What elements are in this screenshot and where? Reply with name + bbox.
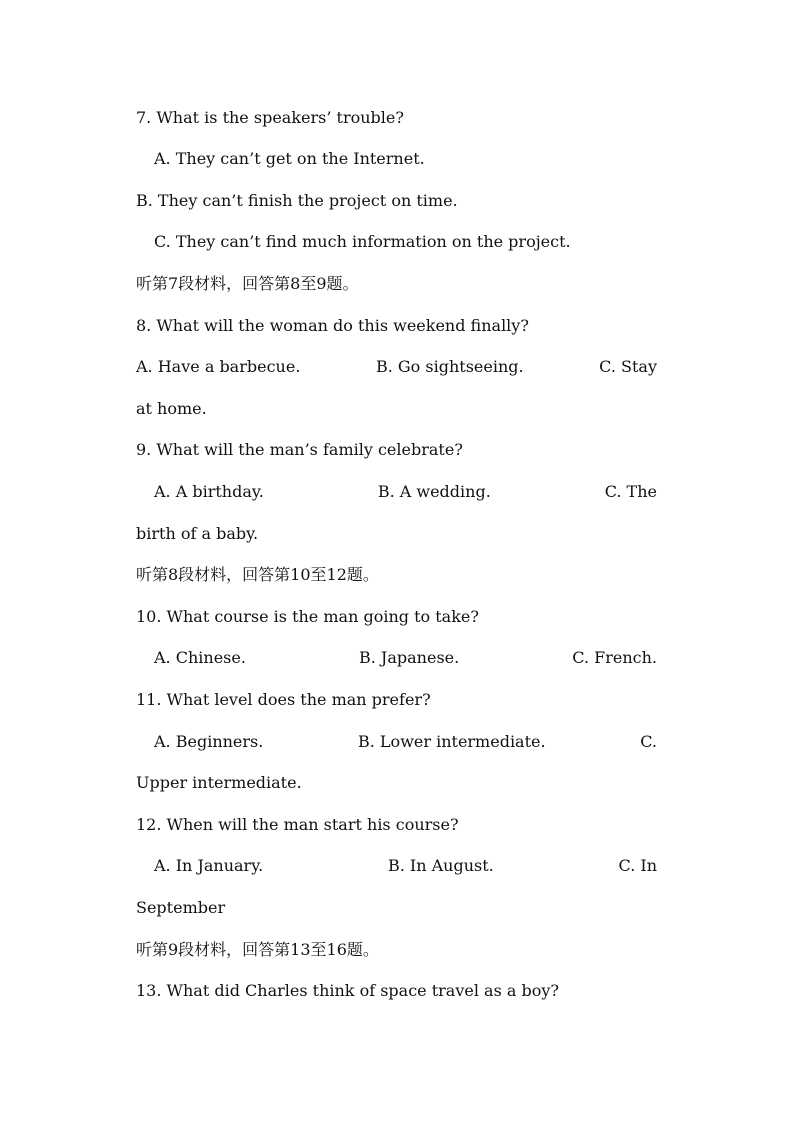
q9-option-b: B. A wedding.: [377, 482, 491, 501]
q8-option-c: C. Stay: [599, 357, 657, 376]
q9-question: 9. What will the man’s family celebrate?: [136, 440, 463, 459]
q10-option-a: A. Chinese.: [154, 648, 246, 667]
q8-question: 8. What will the woman do this weekend finally?: [136, 316, 529, 335]
q11-option-c: C.: [640, 732, 657, 751]
q12-options: [154, 854, 657, 878]
section-7-heading: 听第7段材料，回答第8至9题。: [136, 274, 359, 293]
section-9-heading: 听第9段材料，回答第13至16题。: [136, 940, 379, 959]
q8-option-c-continued: at home.: [136, 399, 207, 418]
q13-question: 13. What did Charles think of space travel as a boy?: [136, 981, 560, 1000]
q8-options: [136, 355, 657, 379]
q7-option-c: C. They can’t find much information on the project.: [154, 232, 571, 251]
q10-option-b: B. Japanese.: [359, 648, 460, 667]
q10-question: 10. What course is the man going to take?: [136, 607, 479, 626]
q7-question: 7. What is the speakers’ trouble?: [136, 108, 404, 127]
q12-option-a: A. In January.: [154, 856, 264, 875]
q10-option-c: C. French.: [572, 648, 657, 667]
q7-option-b: B. They can’t finish the project on time.: [136, 191, 458, 210]
q11-option-b: B. Lower intermediate.: [358, 732, 546, 751]
q11-question: 11. What level does the man prefer?: [136, 690, 431, 709]
q12-option-b: B. In August.: [387, 856, 494, 875]
q9-option-c-continued: birth of a baby.: [136, 524, 259, 543]
section-8-heading: 听第8段材料，回答第10至12题。: [136, 565, 379, 584]
q8-option-b: B. Go sightseeing.: [375, 357, 524, 376]
q9-option-a: A. A birthday.: [154, 482, 264, 501]
q11-options: [154, 730, 657, 754]
q9-option-c: C. The: [604, 482, 657, 501]
q8-option-a: A. Have a barbecue.: [136, 357, 301, 376]
q11-option-a: A. Beginners.: [154, 732, 264, 751]
q12-option-c: C. In: [618, 856, 657, 875]
q10-options: [154, 646, 657, 670]
q9-options: [154, 480, 657, 504]
q11-option-c-continued: Upper intermediate.: [136, 773, 302, 792]
q7-option-a: A. They can’t get on the Internet.: [154, 149, 425, 168]
q12-question: 12. When will the man start his course?: [136, 815, 459, 834]
q12-option-c-continued: September: [136, 898, 226, 917]
